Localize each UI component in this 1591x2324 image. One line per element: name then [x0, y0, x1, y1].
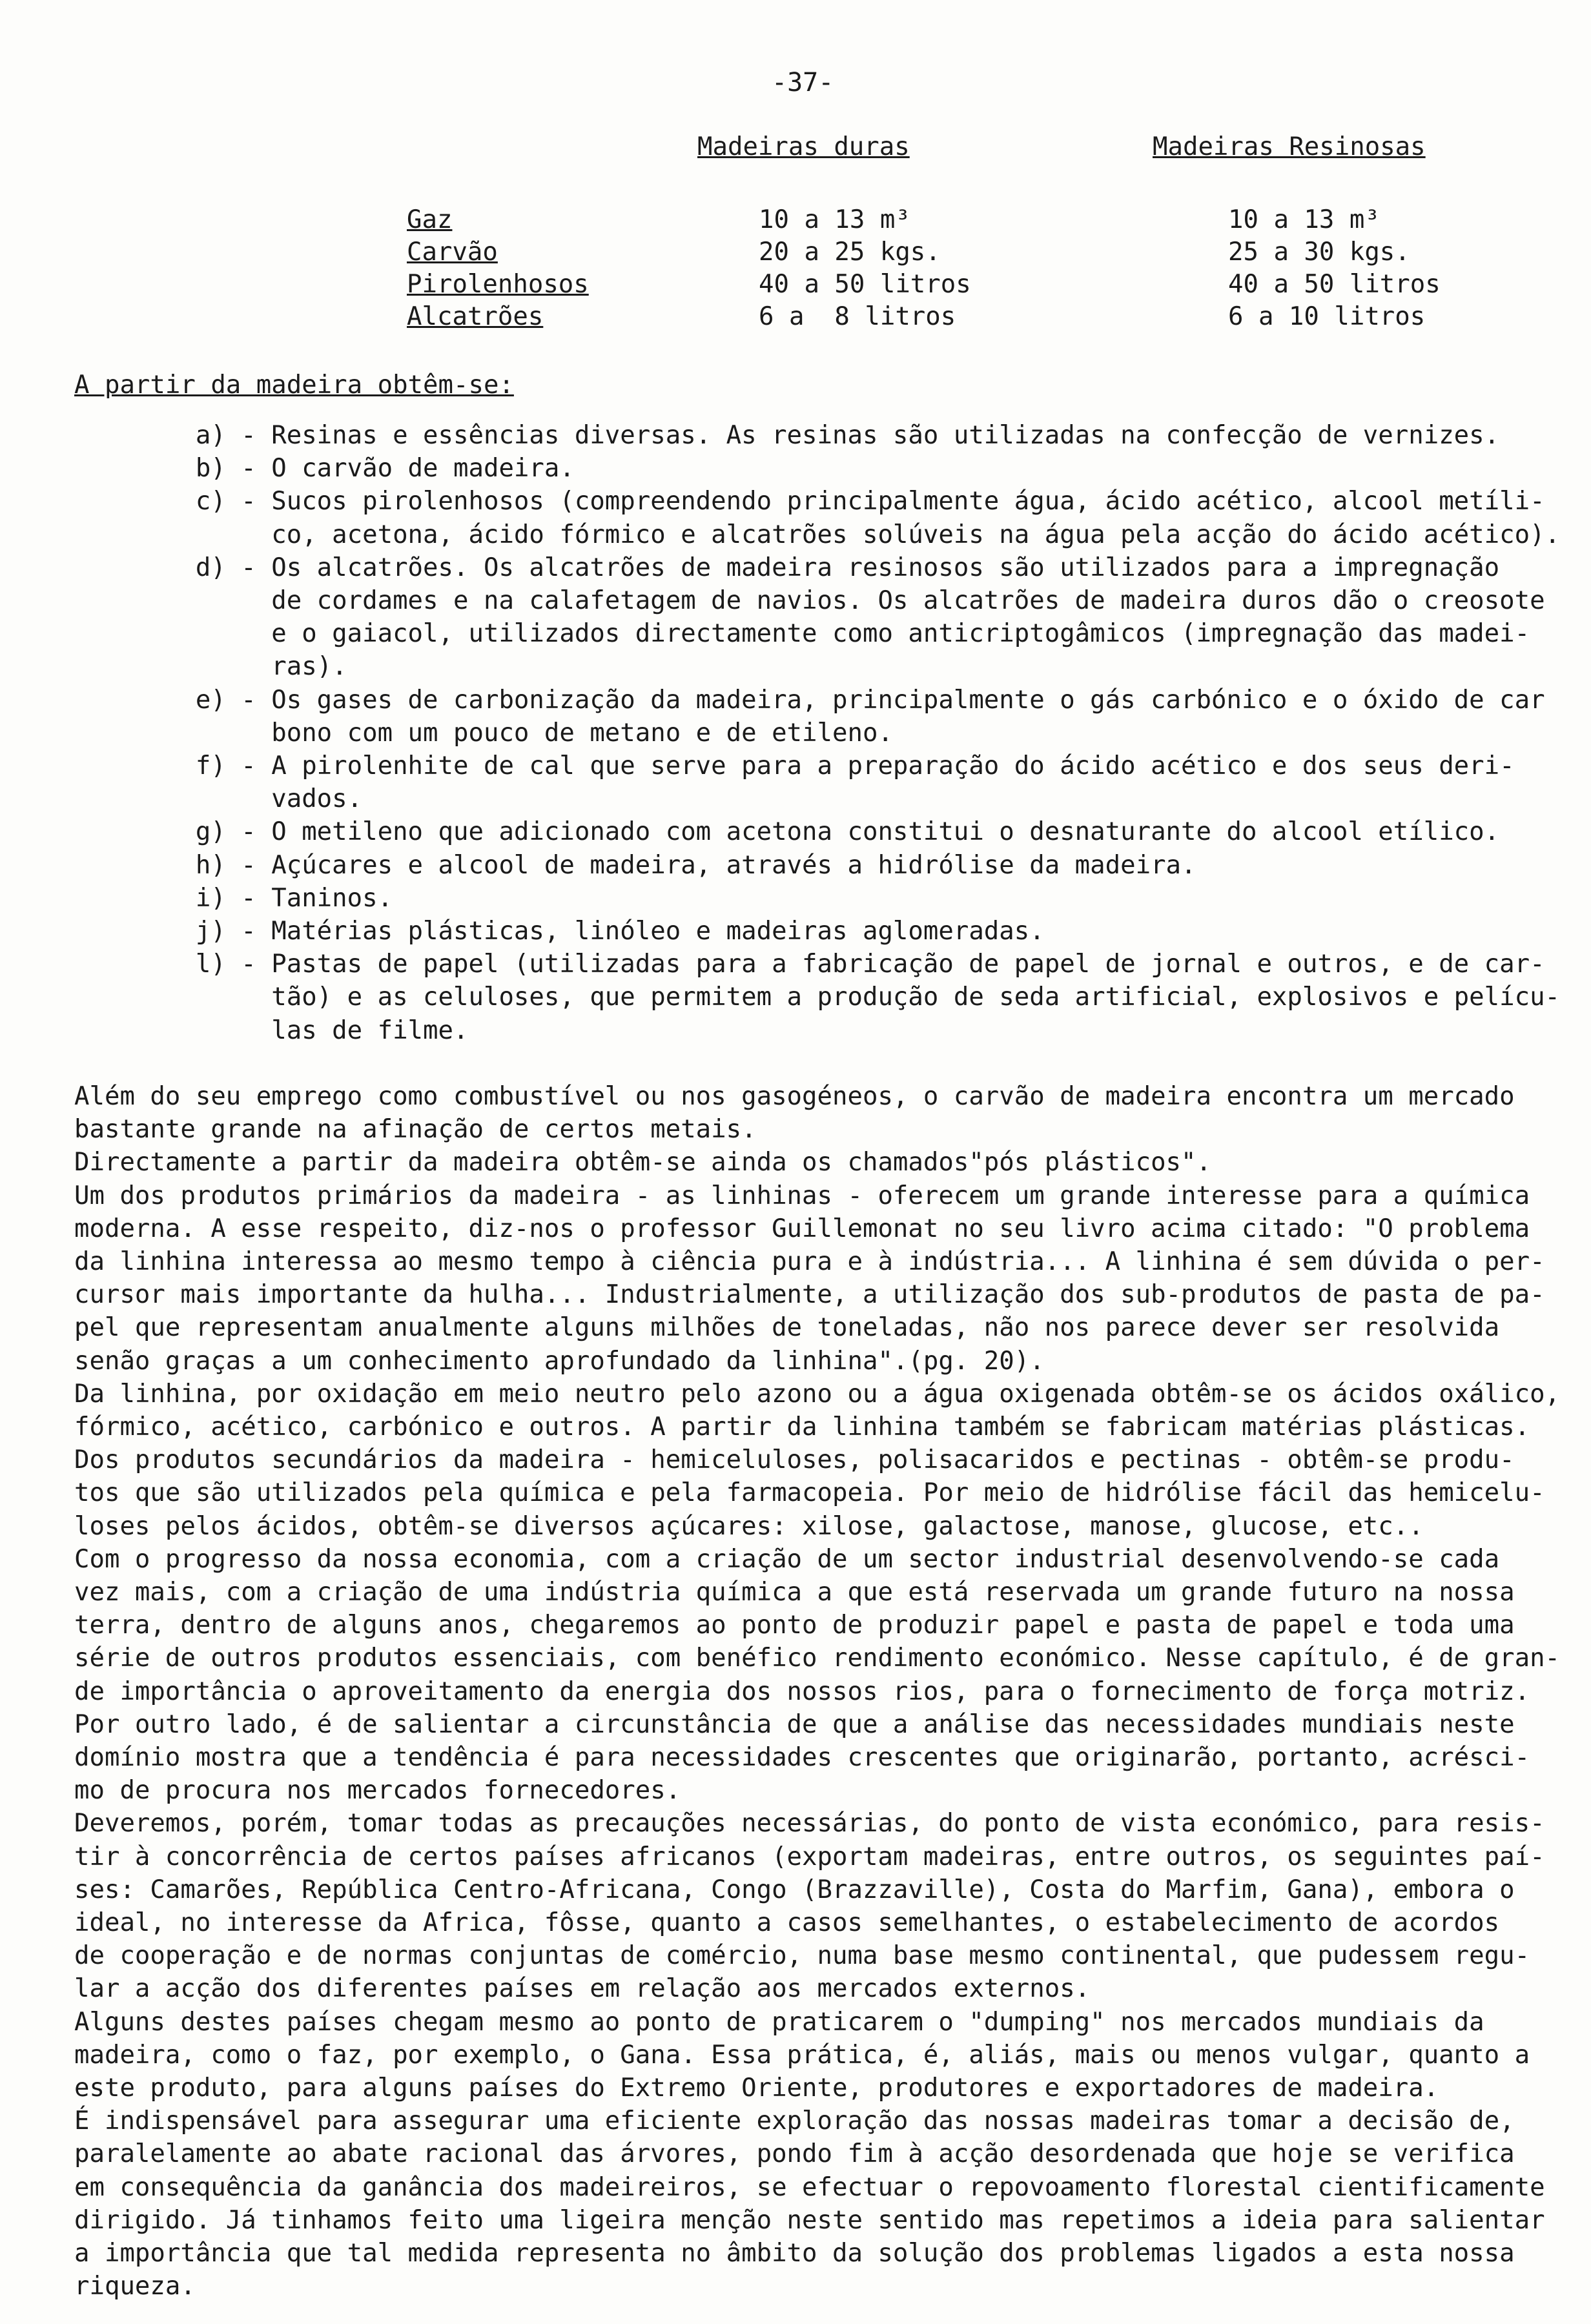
text-line: Um dos produtos primários da madeira - as linhinas - oferecem um grande interesse para a química [74, 1181, 1530, 1210]
text-line: moderna. A esse respeito, diz-nos o professor Guillemonat no seu livro acima citado: "O problema [74, 1214, 1530, 1243]
text-line: É indispensável para assegurar uma eficiente exploração das nossas madeiras tomar a decisão de, [74, 2106, 1515, 2135]
text-line: j) - Matérias plásticas, linóleo e madeiras aglomeradas. [74, 917, 1045, 946]
table-row-label: Carvão [407, 238, 498, 267]
text-line: g) - O metileno que adicionado com acetona constitui o desnaturante do alcool etílico. [74, 817, 1500, 846]
intro-heading: A partir da madeira obtêm-se: [74, 371, 514, 400]
text-line: c) - Sucos pirolenhosos (compreendendo principalmente água, ácido acético, alcool metíli- [74, 487, 1545, 516]
text-line: este produto, para alguns países do Extremo Oriente, produtores e exportadores de madeira. [74, 2074, 1439, 2103]
text-line: série de outros produtos essenciais, com benéfico rendimento económico. Nesse capítulo, é de gran- [74, 1644, 1561, 1673]
text-line: l) - Pastas de papel (utilizadas para a fabricação de papel de jornal e outros, e de car- [74, 950, 1545, 979]
text-line: Com o progresso da nossa economia, com a criação de um sector industrial desenvolvendo-se cada [74, 1545, 1500, 1574]
text-line: senão graças a um conhecimento aprofundado da linhina".(pg. 20). [74, 1347, 1045, 1376]
text-line: terra, dentro de alguns anos, chegaremos ao ponto de produzir papel e pasta de papel e toda uma [74, 1611, 1515, 1640]
text-line: bono com um pouco de metano e de etileno. [74, 719, 893, 748]
text-line: lar a acção dos diferentes países em relação aos mercados externos. [74, 1974, 1091, 2003]
text-line: ideal, no interesse da Africa, fôsse, quanto a casos semelhantes, o estabelecimento de acordos [74, 1908, 1500, 1937]
table-cell-hardwood: 40 a 50 litros [759, 270, 971, 299]
text-line: h) - Açúcares e alcool de madeira, através a hidrólise da madeira. [74, 851, 1196, 880]
table-cell-hardwood: 10 a 13 m³ [759, 205, 910, 234]
text-line: e o gaiacol, utilizados directamente como anticriptogâmicos (impregnação das madei- [74, 619, 1530, 648]
page-number: -37- [772, 68, 834, 97]
table-cell-hardwood: 6 a 8 litros [759, 302, 956, 331]
text-line: fórmico, acético, carbónico e outros. A partir da linhina também se fabricam matérias plásticas. [74, 1412, 1530, 1442]
text-line: Além do seu emprego como combustível ou nos gasogéneos, o carvão de madeira encontra um mercado [74, 1082, 1515, 1111]
table-header-resinous: Madeiras Resinosas [1153, 132, 1426, 161]
text-line: a importância que tal medida representa no âmbito da solução dos problemas ligados a esta nossa [74, 2239, 1515, 2268]
text-line: de cordames e na calafetagem de navios. Os alcatrões de madeira duros dão o creosote [74, 586, 1545, 615]
text-line: Directamente a partir da madeira obtêm-se ainda os chamados"pós plásticos". [74, 1148, 1211, 1177]
text-line: Dos produtos secundários da madeira - hemiceluloses, polisacaridos e pectinas - obtêm-se produ- [74, 1445, 1515, 1474]
text-line: a) - Resinas e essências diversas. As resinas são utilizadas na confecção de vernizes. [74, 421, 1500, 450]
text-line: em consequência da ganância dos madeireiros, se efectuar o repovoamento florestal cientificamente [74, 2173, 1545, 2202]
text-line: cursor mais importante da hulha... Industrialmente, a utilização dos sub-produtos de pasta de pa- [74, 1280, 1545, 1309]
text-line: dirigido. Já tinhamos feito uma ligeira menção neste sentido mas repetimos a ideia para salientar [74, 2206, 1545, 2235]
text-line: madeira, como o faz, por exemplo, o Gana. Essa prática, é, aliás, mais ou menos vulgar, quanto a [74, 2041, 1530, 2070]
text-line: de importância o aproveitamento da energia dos nossos rios, para o fornecimento de força motriz. [74, 1677, 1530, 1706]
text-line: pel que representam anualmente alguns milhões de toneladas, não nos parece dever ser resolvida [74, 1313, 1500, 1342]
text-line: tão) e as celuloses, que permitem a produção de seda artificial, explosivos e pelícu- [74, 983, 1561, 1012]
text-line: las de filme. [74, 1016, 469, 1045]
text-line: ras). [74, 652, 347, 681]
text-line: tir à concorrência de certos países africanos (exportam madeiras, entre outros, os seguintes paí- [74, 1842, 1545, 1871]
text-line: da linhina interessa ao mesmo tempo à ciência pura e à indústria... A linhina é sem dúvida o per- [74, 1247, 1545, 1276]
text-line: riqueza. [74, 2272, 196, 2301]
table-row-label: Pirolenhosos [407, 270, 589, 299]
text-line: Por outro lado, é de salientar a circunstância de que a análise das necessidades mundiais neste [74, 1710, 1515, 1739]
text-line: Deveremos, porém, tomar todas as precauções necessárias, do ponto de vista económico, para resis- [74, 1809, 1545, 1838]
table-cell-resinous: 25 a 30 kgs. [1228, 238, 1410, 267]
text-line: de cooperação e de normas conjuntas de comércio, numa base mesmo continental, que pudessem regu- [74, 1941, 1530, 1970]
text-line: i) - Taninos. [74, 884, 393, 913]
text-line: loses pelos ácidos, obtêm-se diversos açúcares: xilose, galactose, manose, glucose, etc.. [74, 1512, 1424, 1541]
text-line: d) - Os alcatrões. Os alcatrões de madeira resinosos são utilizados para a impregnação [74, 553, 1500, 582]
table-cell-hardwood: 20 a 25 kgs. [759, 238, 941, 267]
text-line: domínio mostra que a tendência é para necessidades crescentes que originarão, portanto, acrésci- [74, 1743, 1530, 1772]
text-line: Alguns destes países chegam mesmo ao ponto de praticarem o "dumping" nos mercados mundiais da [74, 2008, 1484, 2037]
table-cell-resinous: 6 a 10 litros [1228, 302, 1426, 331]
text-line: ses: Camarões, República Centro-Africana, Congo (Brazzaville), Costa do Marfim, Gana), embora o [74, 1875, 1515, 1904]
text-line: e) - Os gases de carbonização da madeira, principalmente o gás carbónico e o óxido de car [74, 686, 1545, 715]
text-line: vados. [74, 784, 363, 813]
text-line: co, acetona, ácido fórmico e alcatrões solúveis na água pela acção do ácido acético). [74, 520, 1561, 549]
table-cell-resinous: 40 a 50 litros [1228, 270, 1441, 299]
text-line: bastante grande na afinação de certos metais. [74, 1115, 757, 1144]
table-row-label: Alcatrões [407, 302, 544, 331]
text-line: tos que são utilizados pela química e pela farmacopeia. Por meio de hidrólise fácil das hemicelu- [74, 1478, 1545, 1507]
text-line: b) - O carvão de madeira. [74, 454, 575, 483]
text-line: f) - A pirolenhite de cal que serve para a preparação do ácido acético e dos seus deri- [74, 751, 1515, 780]
text-line: vez mais, com a criação de uma indústria química a que está reservada um grande futuro na nossa [74, 1578, 1515, 1607]
table-row-label: Gaz [407, 205, 453, 234]
table-cell-resinous: 10 a 13 m³ [1228, 205, 1380, 234]
table-header-hardwood: Madeiras duras [697, 132, 910, 161]
text-line: paralelamente ao abate racional das árvores, pondo fim à acção desordenada que hoje se verifica [74, 2139, 1515, 2168]
text-line: mo de procura nos mercados fornecedores. [74, 1776, 681, 1805]
text-line: Da linhina, por oxidação em meio neutro pelo azono ou a água oxigenada obtêm-se os ácidos oxálico, [74, 1380, 1561, 1409]
